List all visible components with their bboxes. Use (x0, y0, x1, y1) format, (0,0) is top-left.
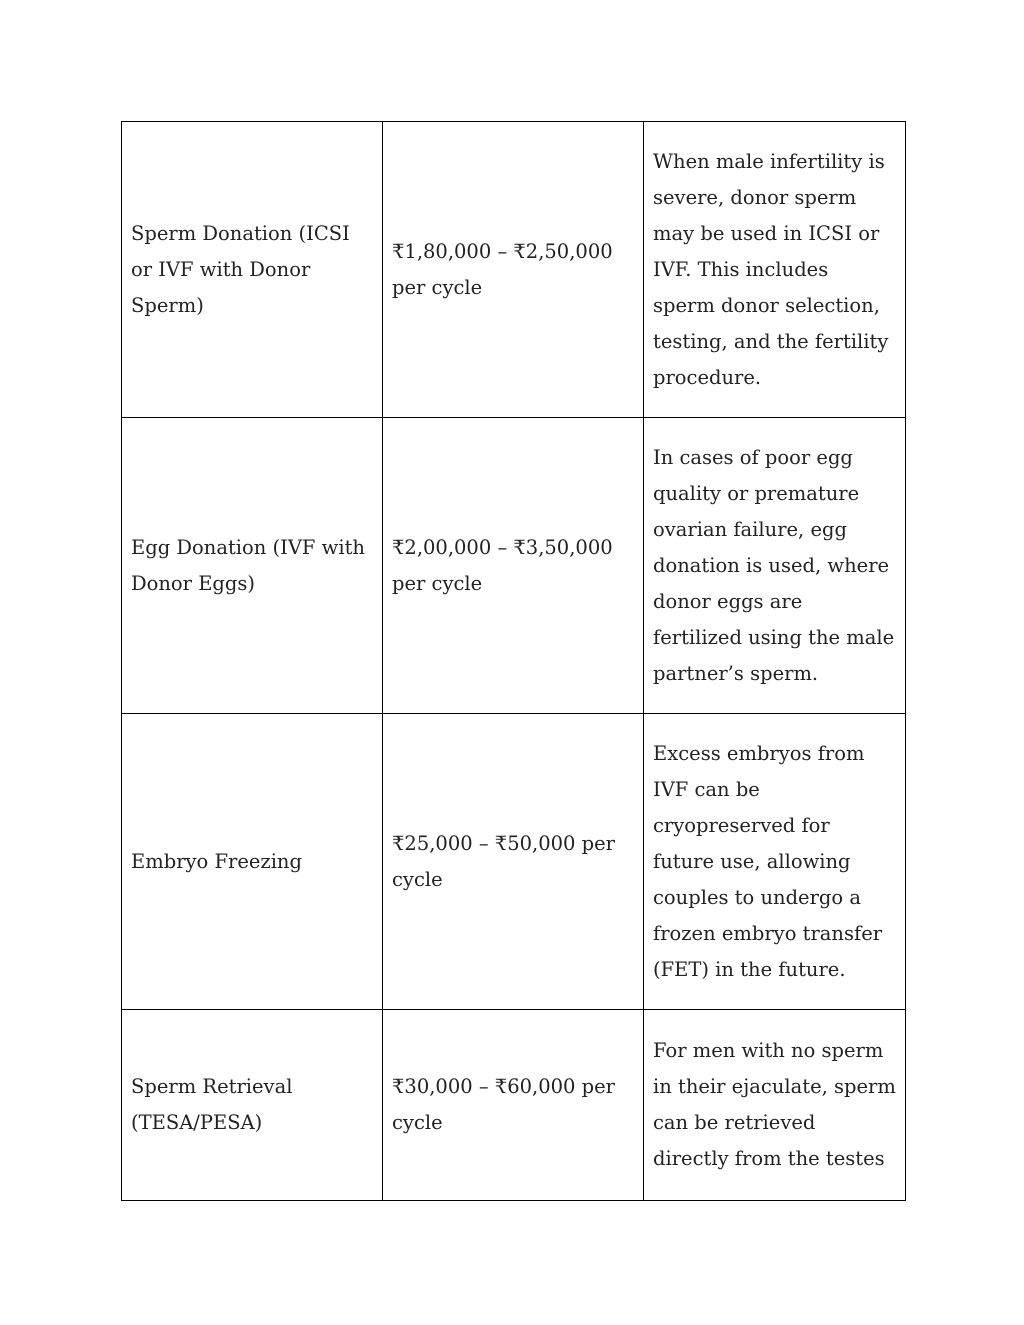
description-cell (644, 122, 906, 418)
cost-cell (383, 122, 644, 418)
description-cell (644, 1010, 906, 1201)
service-cell (122, 1010, 383, 1201)
table-row (122, 122, 906, 418)
cost-cell (383, 714, 644, 1010)
cost-cell (383, 418, 644, 714)
service-name: Egg Donation (IVF with Donor Eggs) (131, 535, 365, 595)
service-name: Sperm Donation (ICSI or IVF with Donor Sperm) (131, 221, 350, 317)
service-description: In cases of poor egg quality or premature ovarian failure, egg donation is used, where donor eggs are fertilized using the male partner’s sperm. (653, 445, 895, 685)
cost-range: ₹25,000 – ₹50,000 per cycle (392, 831, 615, 891)
table-row (122, 714, 906, 1010)
cost-table (121, 121, 906, 1201)
service-cell (122, 714, 383, 1010)
service-description: For men with no sperm in their ejaculate, sperm can be retrieved directly from the testes (653, 1039, 896, 1170)
cost-cell (383, 1010, 644, 1201)
service-description: Excess embryos from IVF can be cryopreserved for future use, allowing couples to undergo a frozen embryo transfer (FET) in the future. (653, 741, 883, 981)
service-description: When male infertility is severe, donor sperm may be used in ICSI or IVF. This includes sperm donor selection, testing, and the fertility procedure. (653, 149, 889, 389)
service-cell (122, 122, 383, 418)
service-cell (122, 418, 383, 714)
table-row (122, 1010, 906, 1201)
description-cell (644, 418, 906, 714)
description-cell (644, 714, 906, 1010)
cost-range: ₹2,00,000 – ₹3,50,000 per cycle (392, 535, 613, 595)
cost-range: ₹1,80,000 – ₹2,50,000 per cycle (392, 239, 613, 299)
service-name: Sperm Retrieval (TESA/PESA) (131, 1075, 293, 1134)
table-row (122, 418, 906, 714)
service-name: Embryo Freezing (131, 849, 302, 873)
cost-range: ₹30,000 – ₹60,000 per cycle (392, 1075, 615, 1134)
